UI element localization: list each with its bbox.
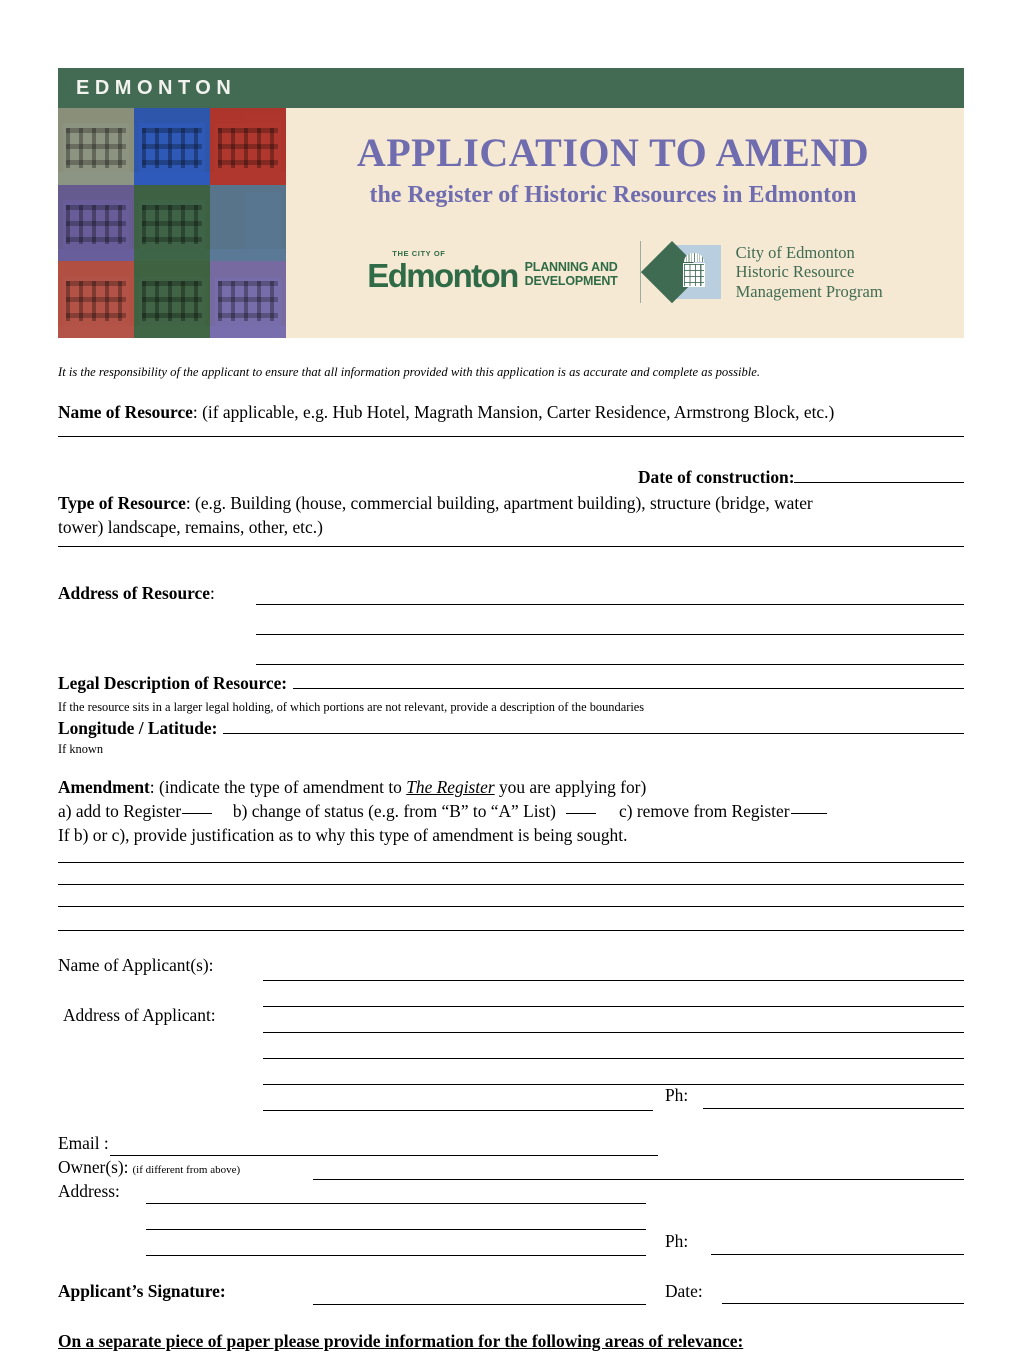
amendment-justification-line-2[interactable] bbox=[58, 884, 964, 885]
amendment-option-b-label: b) change of status (e.g. from “B” to “A” List) bbox=[232, 801, 556, 821]
name-of-resource-label: Name of Resource bbox=[58, 402, 193, 422]
amendment-options-row bbox=[58, 800, 964, 823]
mosaic-photo-6 bbox=[210, 185, 286, 262]
longitude-latitude-label: Longitude / Latitude: bbox=[58, 718, 218, 738]
amendment-option-c-label: c) remove from Register bbox=[619, 801, 790, 821]
mosaic-photo-9 bbox=[210, 261, 286, 338]
amendment-justification-line-1[interactable] bbox=[58, 862, 964, 863]
amendment-option-b-blank[interactable] bbox=[566, 813, 596, 814]
amendment-register-italic: The Register bbox=[406, 777, 495, 797]
document-title: APPLICATION TO AMEND bbox=[356, 130, 870, 175]
banner-text-area bbox=[286, 108, 964, 338]
amendment-option-a-label: a) add to Register bbox=[58, 801, 182, 821]
planning-development-label bbox=[525, 256, 618, 288]
amendment-label: Amendment bbox=[58, 777, 150, 797]
type-of-resource-hint-2: tower) landscape, remains, other, etc.) bbox=[58, 517, 323, 537]
document-subtitle: the Register of Historic Resources in Edmonton bbox=[369, 182, 857, 208]
date-of-construction-row bbox=[638, 466, 964, 489]
name-of-resource-row bbox=[58, 401, 964, 424]
owner-label: Owner(s): bbox=[58, 1157, 129, 1177]
owner-address-line-2[interactable] bbox=[146, 1229, 646, 1230]
applicant-address-line-2[interactable] bbox=[263, 1058, 964, 1059]
date-of-construction-label: Date of construction: bbox=[638, 467, 795, 487]
applicant-address-line-3[interactable] bbox=[263, 1084, 964, 1085]
legal-description-note: If the resource sits in a larger legal holding, of which portions are not relevant, provide a description of the boundaries bbox=[58, 700, 645, 714]
address-of-resource-colon: : bbox=[210, 583, 215, 603]
email-label: Email : bbox=[58, 1133, 109, 1153]
longitude-latitude-note: If known bbox=[58, 742, 104, 756]
hrmp-line-1: City of Edmonton bbox=[735, 242, 855, 262]
hrmp-line-2: Historic Resource bbox=[735, 262, 855, 282]
amendment-justification-line-3[interactable] bbox=[58, 906, 964, 907]
owner-address-label: Address: bbox=[58, 1181, 120, 1201]
mosaic-photo-2 bbox=[134, 108, 210, 185]
applicant-address-label: Address of Applicant: bbox=[63, 1005, 216, 1025]
edmonton-logo-tagline: THE CITY OF bbox=[392, 249, 446, 258]
type-of-resource-row bbox=[58, 492, 964, 515]
edmonton-logo-wordmark bbox=[367, 249, 518, 294]
address-of-resource-label: Address of Resource bbox=[58, 583, 210, 603]
type-of-resource-hint-2-row bbox=[58, 516, 964, 539]
amendment-option-a-blank[interactable] bbox=[182, 813, 212, 814]
edmonton-green-bar bbox=[58, 68, 964, 108]
legal-description-row bbox=[58, 672, 964, 695]
applicant-address-line-4[interactable] bbox=[263, 1110, 653, 1111]
amendment-justification-note: If b) or c), provide justification as to why this type of amendment is being sought. bbox=[58, 825, 628, 845]
mosaic-photo-8 bbox=[134, 261, 210, 338]
signature-line[interactable] bbox=[313, 1304, 646, 1305]
name-of-resource-input-line[interactable] bbox=[58, 436, 964, 437]
banner-body bbox=[58, 108, 964, 338]
applicant-phone-line[interactable] bbox=[703, 1108, 964, 1109]
address-of-resource-line-2[interactable] bbox=[256, 634, 964, 635]
amendment-justification-line-4[interactable] bbox=[58, 930, 964, 931]
longitude-latitude-input-line[interactable] bbox=[223, 733, 964, 734]
applicant-phone-label: Ph: bbox=[665, 1085, 689, 1105]
amendment-option-c-blank[interactable] bbox=[791, 813, 827, 814]
address-of-resource-label-wrap bbox=[58, 582, 215, 605]
owner-row bbox=[58, 1156, 240, 1179]
city-of-edmonton-logo bbox=[367, 249, 618, 294]
dept-line-2: DEVELOPMENT bbox=[524, 274, 618, 288]
owner-phone-label: Ph: bbox=[665, 1231, 689, 1251]
date-label: Date: bbox=[665, 1281, 703, 1301]
footer-note: On a separate piece of paper please provide information for the following areas of relevance: bbox=[58, 1331, 744, 1351]
address-of-resource-line-1[interactable] bbox=[256, 604, 964, 605]
name-of-resource-hint: : (if applicable, e.g. Hub Hotel, Magrath Mansion, Carter Residence, Armstrong Block, etc.) bbox=[192, 402, 835, 422]
mosaic-photo-7 bbox=[58, 261, 134, 338]
legal-description-label: Legal Description of Resource: bbox=[58, 673, 288, 693]
mosaic-photo-3 bbox=[210, 108, 286, 185]
owner-name-line[interactable] bbox=[313, 1179, 964, 1180]
type-of-resource-hint-1: : (e.g. Building (house, commercial building, apartment building), structure (bridge, water bbox=[185, 493, 813, 513]
date-of-construction-input-line[interactable] bbox=[794, 482, 964, 483]
historic-resource-logo bbox=[663, 241, 883, 303]
owner-address-line-1[interactable] bbox=[146, 1203, 646, 1204]
amendment-intro-after: you are applying for) bbox=[494, 777, 647, 797]
heritage-window-diamond-icon bbox=[663, 241, 725, 303]
historic-photo-mosaic bbox=[58, 108, 286, 338]
amendment-intro-before: : (indicate the type of amendment to bbox=[149, 777, 407, 797]
applicant-address-line-0[interactable] bbox=[263, 1006, 964, 1007]
document-banner bbox=[58, 68, 964, 338]
mosaic-photo-5 bbox=[134, 185, 210, 262]
dept-line-1: PLANNING AND bbox=[524, 260, 618, 274]
owner-note: (if different from above) bbox=[132, 1164, 241, 1176]
hrmp-line-3: Management Program bbox=[735, 281, 883, 301]
applicant-name-label: Name of Applicant(s): bbox=[58, 955, 214, 975]
hrmp-label bbox=[736, 243, 883, 302]
address-of-resource-line-3[interactable] bbox=[256, 664, 964, 665]
responsibility-note: It is the responsibility of the applicant to ensure that all information provided with this application is as accurate and complete as possible. bbox=[58, 365, 761, 379]
edmonton-logo-text: Edmonton bbox=[367, 257, 518, 294]
type-of-resource-input-line[interactable] bbox=[58, 546, 964, 547]
banner-logos bbox=[286, 226, 964, 318]
amendment-intro-row bbox=[58, 776, 964, 799]
mosaic-photo-4 bbox=[58, 185, 134, 262]
type-of-resource-label: Type of Resource bbox=[58, 493, 186, 513]
edmonton-wordmark-label: EDMONTON bbox=[76, 77, 237, 99]
legal-description-input-line[interactable] bbox=[293, 688, 964, 689]
owner-address-line-3[interactable] bbox=[146, 1255, 646, 1256]
longitude-latitude-row bbox=[58, 717, 964, 740]
owner-phone-line[interactable] bbox=[711, 1254, 964, 1255]
applicant-name-line[interactable] bbox=[263, 980, 964, 981]
signature-label: Applicant’s Signature: bbox=[58, 1281, 226, 1301]
mosaic-photo-1 bbox=[58, 108, 134, 185]
applicant-address-line-1[interactable] bbox=[263, 1032, 964, 1033]
date-line[interactable] bbox=[722, 1303, 964, 1304]
